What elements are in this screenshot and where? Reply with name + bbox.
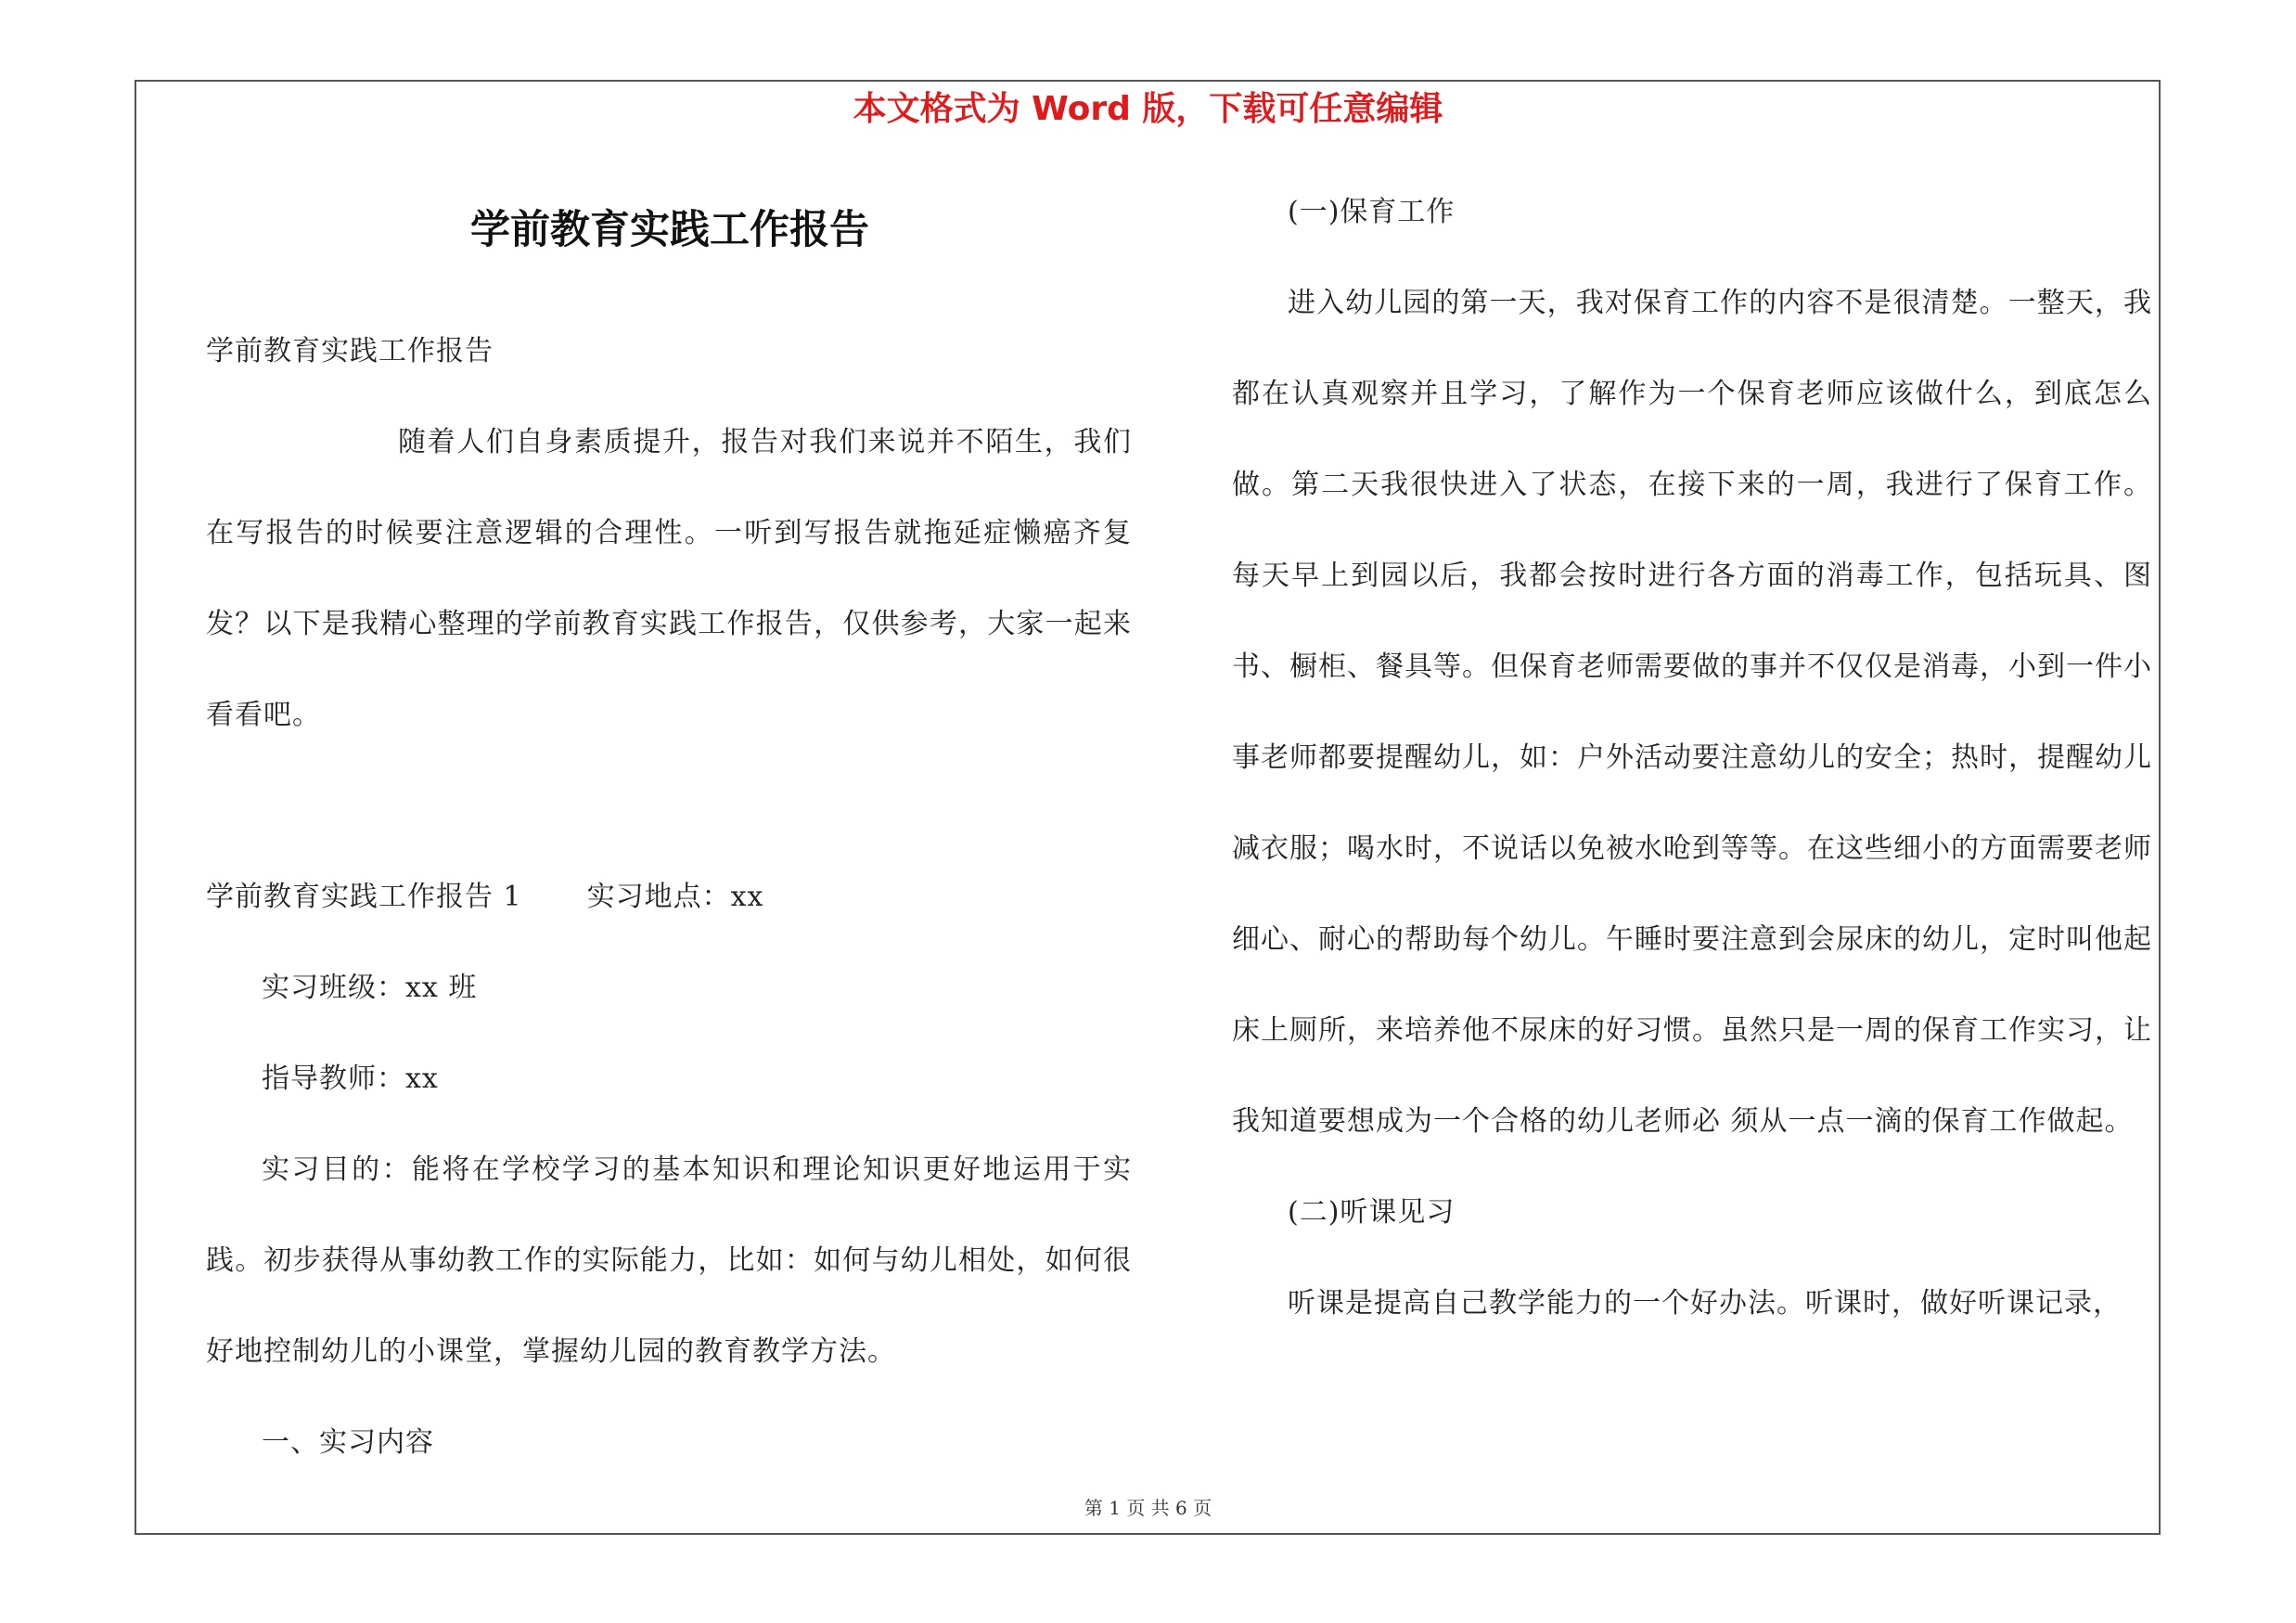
lesson-observation-paragraph: 听课是提高自己教学能力的一个好办法。听课时，做好听课记录， bbox=[1288, 1287, 2122, 1320]
subtitle: 学前教育实践工作报告 bbox=[206, 335, 494, 367]
care-work-heading: (一)保育工作 bbox=[1288, 196, 1456, 228]
format-notice-banner: 本文格式为 Word 版，下载可任意编辑 bbox=[853, 90, 1443, 128]
supervising-teacher: 指导教师：xx bbox=[262, 1063, 439, 1095]
internship-location: 实习地点：xx bbox=[586, 881, 764, 913]
left-column bbox=[206, 306, 1132, 1488]
lesson-observation-heading: (二)听课见习 bbox=[1288, 1196, 1456, 1229]
right-column bbox=[1232, 167, 2152, 1349]
paragraph-spacer bbox=[206, 761, 1132, 852]
section-heading-content: 一、实习内容 bbox=[262, 1426, 434, 1459]
care-work-paragraph: 进入幼儿园的第一天，我对保育工作的内容不是很清楚。一整天，我都在认真观察并且学习，了解作为一个保育老师应该做什么，到底怎么做。第二天我很快进入了状态，在接下来的一周，我进行了保育工作。 每天早上到园以后，我都会按时进行各方面的消毒工作，包括玩具、图书、橱柜、餐具等。但保育老师需要做的事并不仅仅是消毒，小到一件小事老师都要提醒幼儿，如：户外活动要注意幼儿的安全；热时，提醒幼儿减衣服；喝水时，不说话以免被水呛到等等。在这些细小的方面需要老师细心、耐心的帮助每个幼儿。午睡时要注意到会尿床的幼儿，定时叫他起床上厕所，来培养他不尿床的好习惯。虽然只是一周的保育工作实习，让我知道要想成为一个合格的幼儿老师必 须从一点一滴的保育工作做起。 bbox=[1232, 287, 2152, 1138]
document-title: 学前教育实践工作报告 bbox=[470, 207, 869, 253]
report-heading-line bbox=[206, 852, 1132, 943]
internship-purpose: 实习目的：能将在学校学习的基本知识和理论知识更好地运用于实践。初步获得从事幼教工作的实际能力，比如：如何与幼儿相处，如何很好地控制幼儿的小课堂，掌握幼儿园的教育教学方法。 bbox=[206, 1153, 1132, 1368]
page-number-footer: 第 1 页 共 6 页 bbox=[1084, 1497, 1212, 1519]
internship-class: 实习班级：xx 班 bbox=[262, 972, 478, 1004]
intro-paragraph: 随着人们自身素质提升，报告对我们来说并不陌生，我们在写报告的时候要注意逻辑的合理性。一听到写报告就拖延症懒癌齐复发？以下是我精心整理的学前教育实践工作报告，仅供参考，大家一起来看看吧。 bbox=[206, 426, 1132, 731]
report-heading: 学前教育实践工作报告 1 bbox=[206, 881, 522, 913]
